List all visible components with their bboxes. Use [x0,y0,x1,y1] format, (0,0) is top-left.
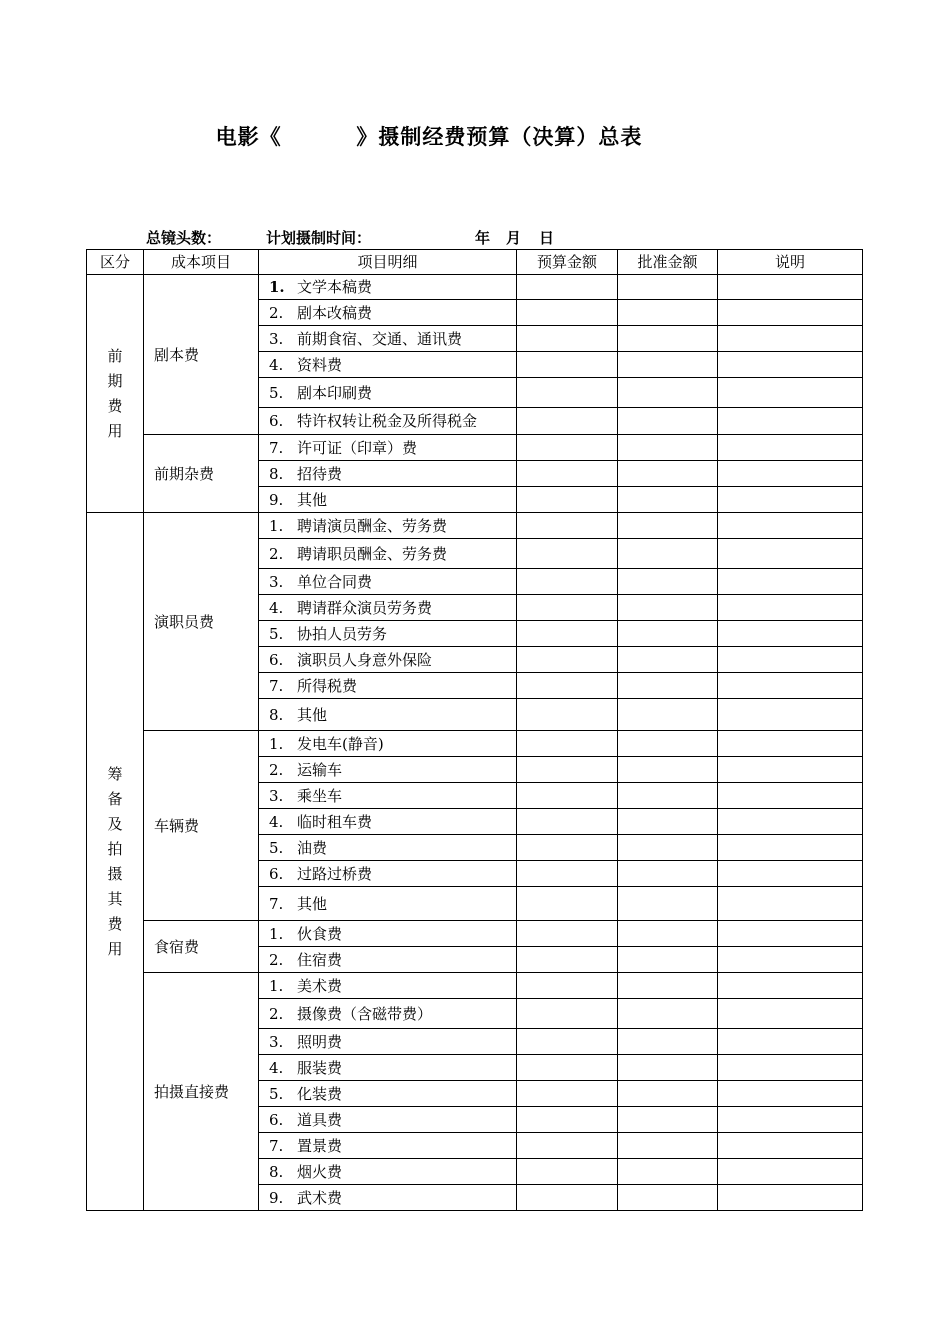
item-cell [259,673,517,699]
item-text: 化装费 [297,1084,343,1103]
approved-amount-cell[interactable] [618,275,718,300]
budget-amount-cell[interactable] [517,757,618,783]
item-number: 1. [269,734,284,753]
item-cell [259,300,517,326]
item-cell [259,1159,517,1185]
item-cell [259,487,517,513]
item-number: 8. [269,464,284,483]
item-text: 照明费 [297,1032,343,1051]
header-cell: 区分 [87,250,144,275]
month-label: 月 [506,229,522,247]
year-label: 年 [475,229,491,247]
budget-amount-cell[interactable] [517,461,618,487]
budget-amount-cell[interactable] [517,275,618,300]
item-number: 2. [269,303,284,322]
budget-amount-cell[interactable] [517,973,618,999]
remarks-cell[interactable] [718,275,863,300]
item-text: 剧本改稿费 [297,303,373,322]
item-number: 8. [269,1162,284,1181]
budget-amount-cell[interactable] [517,1107,618,1133]
remarks-cell[interactable] [718,595,863,621]
approved-amount-cell[interactable] [618,783,718,809]
item-text: 特许权转让税金及所得税金 [297,412,478,430]
table-row [87,973,863,999]
remarks-cell[interactable] [718,973,863,999]
budget-amount-cell[interactable] [517,326,618,352]
item-number: 2. [269,950,284,969]
item-number: 4. [269,598,284,617]
remarks-cell[interactable] [718,921,863,947]
item-number: 1. [269,976,284,995]
item-cell [259,326,517,352]
header-row [87,250,863,275]
approved-amount-cell[interactable] [618,887,718,921]
approved-amount-cell[interactable] [618,326,718,352]
item-number: 5. [269,624,284,643]
table-row [87,275,863,300]
approved-amount-cell[interactable] [618,378,718,408]
item-cell [259,1055,517,1081]
item-text: 资料费 [297,355,343,374]
budget-amount-cell[interactable] [517,861,618,887]
item-text: 剧本印刷费 [297,383,373,402]
item-text: 乘坐车 [297,786,343,805]
item-text: 美术费 [297,976,343,995]
item-text: 单位合同费 [297,572,373,591]
item-cell [259,1185,517,1211]
remarks-cell[interactable] [718,569,863,595]
table-row [87,435,863,461]
schedule-label: 计划摄制时间： [266,229,372,247]
budget-amount-cell[interactable] [517,1185,618,1211]
budget-amount-cell[interactable] [517,378,618,408]
item-cell [259,921,517,947]
budget-amount-cell[interactable] [517,947,618,973]
remarks-cell[interactable] [718,699,863,731]
section-cell [87,275,144,513]
budget-amount-cell[interactable] [517,1081,618,1107]
section-label: 前期费用 [107,346,123,440]
approved-amount-cell[interactable] [618,1081,718,1107]
approved-amount-cell[interactable] [618,999,718,1029]
header-cell: 成本项目 [144,250,259,275]
approved-amount-cell[interactable] [618,487,718,513]
approved-amount-cell[interactable] [618,569,718,595]
budget-amount-cell[interactable] [517,300,618,326]
budget-amount-cell[interactable] [517,835,618,861]
item-number: 7. [269,894,284,913]
item-text: 住宿费 [297,950,343,969]
budget-amount-cell[interactable] [517,621,618,647]
remarks-cell[interactable] [718,461,863,487]
remarks-cell[interactable] [718,1029,863,1055]
item-text: 其他 [297,490,328,509]
item-text: 文学本稿费 [297,278,373,296]
item-text: 聘请职员酬金、劳务费 [297,544,448,563]
item-text: 过路过桥费 [297,864,373,883]
budget-amount-cell[interactable] [517,435,618,461]
item-cell [259,352,517,378]
category-cell: 食宿费 [144,921,259,973]
item-text: 所得税费 [297,676,358,695]
approved-amount-cell[interactable] [618,1159,718,1185]
item-number: 3. [269,329,284,348]
budget-amount-cell[interactable] [517,921,618,947]
approved-amount-cell[interactable] [618,595,718,621]
item-text: 聘请群众演员劳务费 [297,598,433,617]
item-text: 置景费 [297,1136,343,1155]
budget-amount-cell[interactable] [517,513,618,539]
approved-amount-cell[interactable] [618,921,718,947]
item-text: 武术费 [297,1188,343,1207]
remarks-cell[interactable] [718,408,863,435]
approved-amount-cell[interactable] [618,947,718,973]
total-shots-label: 总镜头数： [146,229,222,247]
approved-amount-cell[interactable] [618,1055,718,1081]
item-number: 6. [269,1110,284,1129]
remarks-cell[interactable] [718,835,863,861]
item-number: 3. [269,572,284,591]
item-number: 4. [269,812,284,831]
budget-amount-cell[interactable] [517,1029,618,1055]
item-text: 招待费 [297,464,343,483]
budget-amount-cell[interactable] [517,1133,618,1159]
remarks-cell[interactable] [718,809,863,835]
approved-amount-cell[interactable] [618,539,718,569]
item-cell [259,757,517,783]
item-number: 1. [269,278,285,296]
item-cell [259,947,517,973]
remarks-cell[interactable] [718,487,863,513]
approved-amount-cell[interactable] [618,1133,718,1159]
item-text: 摄像费（含磁带费） [297,1004,433,1023]
item-text: 道具费 [297,1110,343,1129]
item-cell [259,647,517,673]
item-number: 7. [269,676,284,695]
budget-amount-cell[interactable] [517,408,618,435]
approved-amount-cell[interactable] [618,757,718,783]
item-text: 发电车(静音) [297,734,384,753]
approved-amount-cell[interactable] [618,435,718,461]
budget-amount-cell[interactable] [517,783,618,809]
remarks-cell[interactable] [718,861,863,887]
item-cell [259,861,517,887]
item-cell [259,731,517,757]
item-number: 1. [269,924,284,943]
category-cell: 剧本费 [144,275,259,435]
remarks-cell[interactable] [718,673,863,699]
item-cell [259,595,517,621]
header-cell: 项目明细 [259,250,517,275]
item-cell [259,539,517,569]
approved-amount-cell[interactable] [618,513,718,539]
item-text: 运输车 [297,760,343,779]
budget-table [86,249,863,1211]
approved-amount-cell[interactable] [618,973,718,999]
header-cell: 预算金额 [517,250,618,275]
day-label: 日 [539,229,555,247]
item-number: 2. [269,1004,284,1023]
item-text: 服装费 [297,1058,343,1077]
approved-amount-cell[interactable] [618,861,718,887]
budget-amount-cell[interactable] [517,352,618,378]
item-number: 6. [269,650,284,669]
budget-amount-cell[interactable] [517,487,618,513]
item-number: 2. [269,544,284,563]
item-text: 协拍人员劳务 [297,624,388,643]
item-text: 烟火费 [297,1162,343,1181]
approved-amount-cell[interactable] [618,300,718,326]
table-row [87,731,863,757]
remarks-cell[interactable] [718,1081,863,1107]
item-text: 临时租车费 [297,812,373,831]
section-cell [87,513,144,1211]
item-cell [259,621,517,647]
remarks-cell[interactable] [718,300,863,326]
category-cell: 演职员费 [144,513,259,731]
remarks-cell[interactable] [718,621,863,647]
remarks-cell[interactable] [718,647,863,673]
item-cell [259,999,517,1029]
remarks-cell[interactable] [718,435,863,461]
item-number: 6. [269,412,284,430]
item-text: 演职员人身意外保险 [297,650,433,669]
item-cell [259,378,517,408]
approved-amount-cell[interactable] [618,647,718,673]
budget-amount-cell[interactable] [517,569,618,595]
item-cell [259,408,517,435]
page-title: 电影《 》摄制经费预算（决算）总表 [215,125,643,149]
item-number: 7. [269,1136,284,1155]
item-text: 其他 [297,894,328,913]
item-text: 其他 [297,705,328,724]
remarks-cell[interactable] [718,378,863,408]
remarks-cell[interactable] [718,757,863,783]
item-text: 前期食宿、交通、通讯费 [297,329,463,348]
approved-amount-cell[interactable] [618,731,718,757]
item-cell [259,1133,517,1159]
item-number: 3. [269,1032,284,1051]
category-cell: 拍摄直接费 [144,973,259,1211]
remarks-cell[interactable] [718,352,863,378]
item-number: 5. [269,838,284,857]
remarks-cell[interactable] [718,513,863,539]
item-cell [259,783,517,809]
item-number: 6. [269,864,284,883]
remarks-cell[interactable] [718,999,863,1029]
remarks-cell[interactable] [718,731,863,757]
approved-amount-cell[interactable] [618,1185,718,1211]
approved-amount-cell[interactable] [618,408,718,435]
item-cell [259,1107,517,1133]
item-text: 伙食费 [297,924,343,943]
approved-amount-cell[interactable] [618,461,718,487]
budget-amount-cell[interactable] [517,731,618,757]
approved-amount-cell[interactable] [618,809,718,835]
category-cell: 车辆费 [144,731,259,921]
remarks-cell[interactable] [718,947,863,973]
budget-amount-cell[interactable] [517,647,618,673]
item-cell [259,1081,517,1107]
item-cell [259,699,517,731]
budget-amount-cell[interactable] [517,1159,618,1185]
remarks-cell[interactable] [718,887,863,921]
table-row [87,513,863,539]
item-cell [259,1029,517,1055]
budget-amount-cell[interactable] [517,699,618,731]
item-number: 4. [269,1058,284,1077]
item-cell [259,887,517,921]
item-number: 7. [269,438,284,457]
item-number: 9. [269,1188,284,1207]
item-cell [259,809,517,835]
budget-amount-cell[interactable] [517,595,618,621]
remarks-cell[interactable] [718,1055,863,1081]
remarks-cell[interactable] [718,1107,863,1133]
approved-amount-cell[interactable] [618,1107,718,1133]
approved-amount-cell[interactable] [618,621,718,647]
item-number: 3. [269,786,284,805]
item-number: 9. [269,490,284,509]
budget-amount-cell[interactable] [517,673,618,699]
item-cell [259,513,517,539]
table-row [87,921,863,947]
item-text: 聘请演员酬金、劳务费 [297,516,448,535]
section-label: 筹备及拍摄其费用 [107,764,123,958]
item-number: 8. [269,705,284,724]
item-cell [259,461,517,487]
remarks-cell[interactable] [718,1133,863,1159]
item-number: 5. [269,383,284,402]
remarks-cell[interactable] [718,1159,863,1185]
header-cell: 说明 [718,250,863,275]
item-text: 许可证（印章）费 [297,438,418,457]
item-number: 5. [269,1084,284,1103]
budget-amount-cell[interactable] [517,999,618,1029]
item-cell [259,435,517,461]
header-cell: 批准金额 [618,250,718,275]
approved-amount-cell[interactable] [618,835,718,861]
item-number: 4. [269,355,284,374]
remarks-cell[interactable] [718,1185,863,1211]
item-cell [259,835,517,861]
item-cell [259,973,517,999]
item-number: 1. [269,516,284,535]
budget-amount-cell[interactable] [517,1055,618,1081]
approved-amount-cell[interactable] [618,1029,718,1055]
remarks-cell[interactable] [718,326,863,352]
budget-amount-cell[interactable] [517,539,618,569]
item-text: 油费 [297,838,328,857]
item-cell [259,275,517,300]
budget-amount-cell[interactable] [517,809,618,835]
approved-amount-cell[interactable] [618,699,718,731]
category-cell: 前期杂费 [144,435,259,513]
approved-amount-cell[interactable] [618,352,718,378]
budget-amount-cell[interactable] [517,887,618,921]
approved-amount-cell[interactable] [618,673,718,699]
remarks-cell[interactable] [718,783,863,809]
item-number: 2. [269,760,284,779]
item-cell [259,569,517,595]
remarks-cell[interactable] [718,539,863,569]
